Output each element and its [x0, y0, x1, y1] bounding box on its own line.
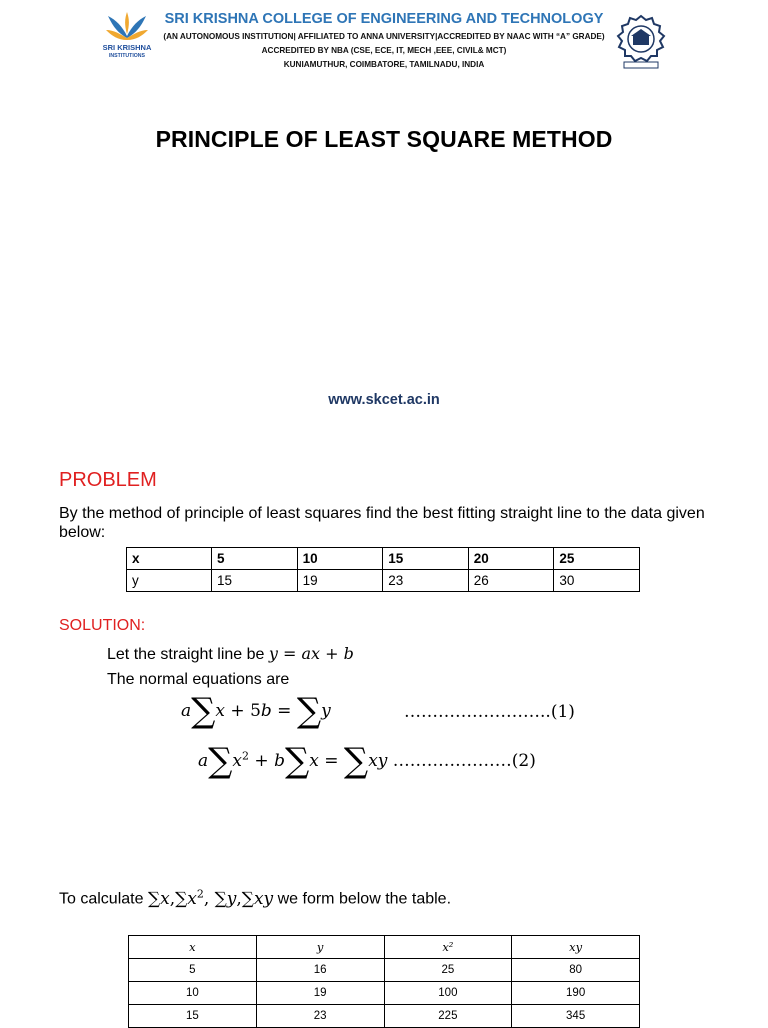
calc-prefix: To calculate: [59, 890, 144, 908]
table-cell: 23: [383, 570, 469, 592]
table-cell: 190: [512, 982, 640, 1005]
table-cell: 30: [554, 570, 640, 592]
eq2-dots: …………………: [392, 751, 512, 771]
table-cell: 100: [384, 982, 512, 1005]
calc-suffix: we form below the table.: [277, 890, 452, 908]
table-cell: 26: [468, 570, 554, 592]
accreditation-line: ACCREDITED BY NBA (CSE, ECE, IT, MECH ,EEE, CIVIL& MCT): [261, 46, 507, 55]
table-cell: 19: [297, 570, 383, 592]
table-header-row: [129, 936, 640, 959]
normal-equation-2: $a\sum x^2 + b\sum x = \sum xy$ …………………(2): [198, 741, 536, 781]
problem-statement: By the method of principle of least squares find the best fitting straight line to the data given below:: [59, 505, 705, 541]
table-cell: 16: [256, 959, 384, 982]
table-row: [127, 548, 640, 570]
table-cell: 25: [554, 548, 640, 570]
calculation-statement: To calculate $\sum x,\sum x^2$, ∑y,∑xy we form below the table.: [59, 887, 452, 909]
normal-equations-intro: The normal equations are: [107, 671, 290, 688]
table-row: [127, 570, 640, 592]
affiliation-line: (AN AUTONOMOUS INSTITUTION| AFFILIATED TO ANNA UNIVERSITY|ACCREDITED BY NAAC WITH “A” GRADE): [163, 32, 605, 41]
address-line: KUNIAMUTHUR, COIMBATORE, TAMILNADU, INDIA: [283, 60, 485, 69]
eq1-dots: ……………………..: [404, 702, 551, 722]
table-cell: x: [127, 548, 212, 570]
column-header: xy: [512, 936, 640, 959]
normal-equation-1: a∑x + 5b = ∑y: [181, 691, 331, 731]
table-cell: 15: [212, 570, 298, 592]
document-title: PRINCIPLE OF LEAST SQUARE METHOD: [155, 126, 613, 152]
table-cell: 345: [512, 1005, 640, 1028]
table-cell: 5: [129, 959, 257, 982]
problem-heading: PROBLEM: [59, 469, 157, 491]
eq1-number: (1): [550, 702, 575, 722]
table-cell: y: [127, 570, 212, 592]
table-cell: 80: [512, 959, 640, 982]
table-cell: 15: [129, 1005, 257, 1028]
table-cell: 25: [384, 959, 512, 982]
table-row: [129, 982, 640, 1005]
table-cell: 23: [256, 1005, 384, 1028]
table-cell: 15: [383, 548, 469, 570]
table-cell: 10: [129, 982, 257, 1005]
eq2-number: (2): [511, 751, 536, 771]
solution-heading: SOLUTION:: [59, 617, 146, 634]
college-name: SRI KRISHNA COLLEGE OF ENGINEERING AND TECHNOLOGY: [164, 11, 604, 27]
table-cell: 225: [384, 1005, 512, 1028]
table-row: [129, 1005, 640, 1028]
table-cell: 19: [256, 982, 384, 1005]
let-text: Let the straight line be: [107, 646, 265, 663]
table-row: [129, 959, 640, 982]
table-cell: 5: [212, 548, 298, 570]
column-header: y: [256, 936, 384, 959]
table-cell: 10: [297, 548, 383, 570]
column-header: x: [129, 936, 257, 959]
line-equation: y = ax + b: [268, 644, 354, 663]
website-link[interactable]: www.skcet.ac.in: [328, 392, 440, 408]
straight-line-statement: [107, 644, 354, 664]
logo-text-bottom: INSTITUTIONS: [108, 53, 146, 59]
equation-1-label: [404, 702, 575, 722]
logo-text-top: SRI KRISHNA: [102, 43, 152, 52]
column-header: x²: [384, 936, 512, 959]
table-cell: 20: [468, 548, 554, 570]
calculation-table: [128, 935, 640, 1028]
data-table: [126, 547, 640, 592]
